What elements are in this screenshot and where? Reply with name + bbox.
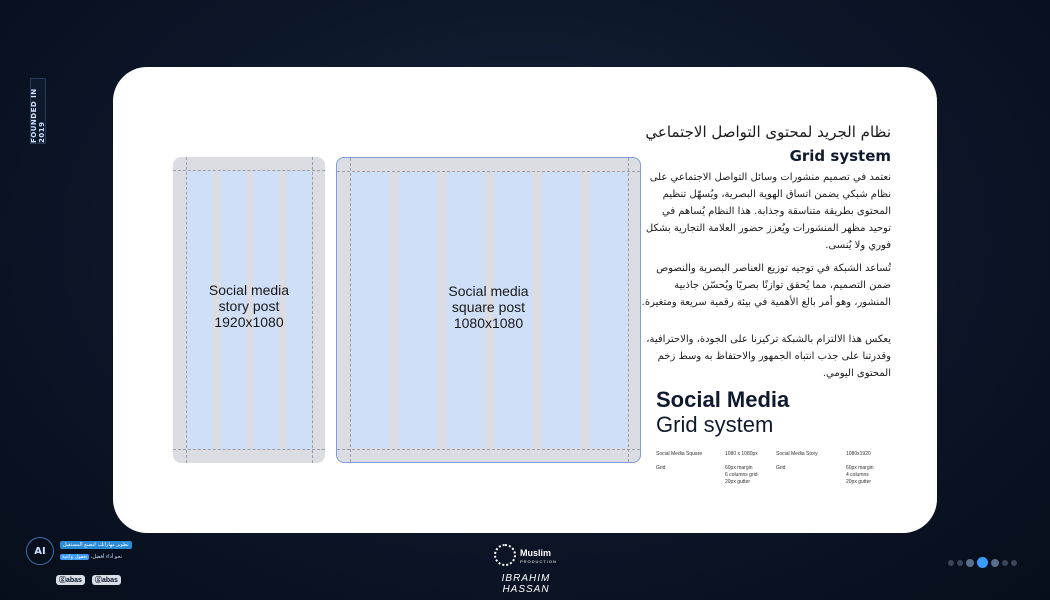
partner-logos — [22, 535, 152, 595]
mandala-icon — [494, 544, 516, 566]
square-post-frame — [336, 157, 641, 463]
tagline-secondary — [60, 554, 122, 560]
section-subtitle: Grid system — [656, 412, 774, 437]
margin-guide — [173, 449, 325, 450]
margin-guide — [173, 170, 325, 171]
story-post-label — [173, 282, 325, 330]
page-indicator — [948, 557, 1017, 568]
abas-logo: ⓖabas — [56, 575, 85, 585]
story-post-frame — [173, 157, 325, 463]
margin-guide — [337, 171, 640, 172]
abas-logo-text: abas — [66, 577, 82, 584]
english-heading: Grid system — [789, 147, 891, 165]
section-title: Social Media — [656, 387, 790, 412]
spec-square-grid-values — [725, 465, 758, 486]
spec-story-grid-values — [846, 465, 874, 486]
square-label-size: 1080x1080 — [453, 315, 524, 331]
abas-logo: ⓖabas — [92, 575, 121, 585]
margin-guide — [337, 449, 640, 450]
spec-story-size: 1080x1920 — [846, 451, 871, 457]
square-label-line: square post — [451, 299, 526, 315]
brand-name: Muslim — [520, 548, 552, 558]
spec-square-label: Social Media Square — [656, 451, 703, 457]
tagline-highlight: بعقول واعية — [62, 554, 88, 560]
spec-line: 60px margin — [725, 465, 753, 471]
description-paragraph: نعتمد في تصميم منشورات وسائل التواصل الاجتماعي على نظام شبكي يضمن اتساق الهوية البصرية، ويُسهّل تنظيم المحتوى بطريقة متناسقة وجذابة. هذا النظام يُساهم في توحيد مظهر المنشورات ويُعزز حضور العلامة التجارية بشكل فوري ولا يُنسى. — [645, 172, 891, 251]
spec-square-grid-label: Grid — [656, 465, 666, 471]
spec-line: 6 columns grid — [725, 472, 758, 478]
story-label-size: 1920x1080 — [214, 314, 284, 330]
spec-story-grid-label: Grid — [776, 465, 786, 471]
square-post-label — [337, 283, 640, 331]
description-paragraph: يعكس هذا الالتزام بالشبكة تركيزنا على الجودة، والاحترافية، وقدرتنا على جذب انتباه الجمهور والاحتفاظ به وسط زخم المحتوى اليومي. — [646, 334, 891, 379]
page-dot[interactable] — [948, 560, 954, 566]
spec-story-label: Social Media Story — [776, 451, 818, 457]
author-name: IBRAHIM HASSAN — [501, 573, 551, 595]
page-dot-active[interactable] — [977, 557, 988, 568]
spec-line: 20px gutter — [846, 479, 872, 485]
square-label-line: Social media — [448, 283, 529, 299]
page-dot[interactable] — [957, 560, 963, 566]
description-paragraph: تُساعد الشبكة في توجيه توزيع العناصر البصرية والنصوص ضمن التصميم، مما يُحقق توازنًا بصريًا ويُحسّن جاذبية المنشور، وهو أمر بالغ الأهمية في بيئة رقمية سريعة ومتغيرة. — [641, 263, 891, 308]
tagline-prefix: نحو أداء أفضل، — [90, 554, 122, 560]
page-dot[interactable] — [1011, 560, 1017, 566]
tagline-badge: تطوير مهاراتك، لتصنع المستقبل — [60, 541, 132, 549]
grid-system-card — [113, 67, 937, 533]
spec-line: 4 columns — [846, 472, 869, 478]
founded-year-label: FOUNDED IN 2019 — [30, 78, 46, 144]
page-dot[interactable] — [966, 559, 974, 567]
muslim-production-logo — [480, 543, 572, 595]
spec-line: 60px margin — [846, 465, 874, 471]
story-label-line: Social media — [208, 282, 290, 298]
ai-logo-icon: AI — [26, 537, 54, 565]
brand-subtitle: PRODUCTION — [520, 559, 557, 564]
story-label-line: story post — [218, 298, 280, 314]
spec-line: 20px gutter — [725, 479, 751, 485]
arabic-heading: نظام الجريد لمحتوى التواصل الاجتماعي — [645, 123, 891, 141]
abas-logo-text: abas — [102, 577, 118, 584]
page-dot[interactable] — [1002, 560, 1008, 566]
spec-square-size: 1080 x 1080px — [725, 451, 758, 457]
page-dot[interactable] — [991, 559, 999, 567]
